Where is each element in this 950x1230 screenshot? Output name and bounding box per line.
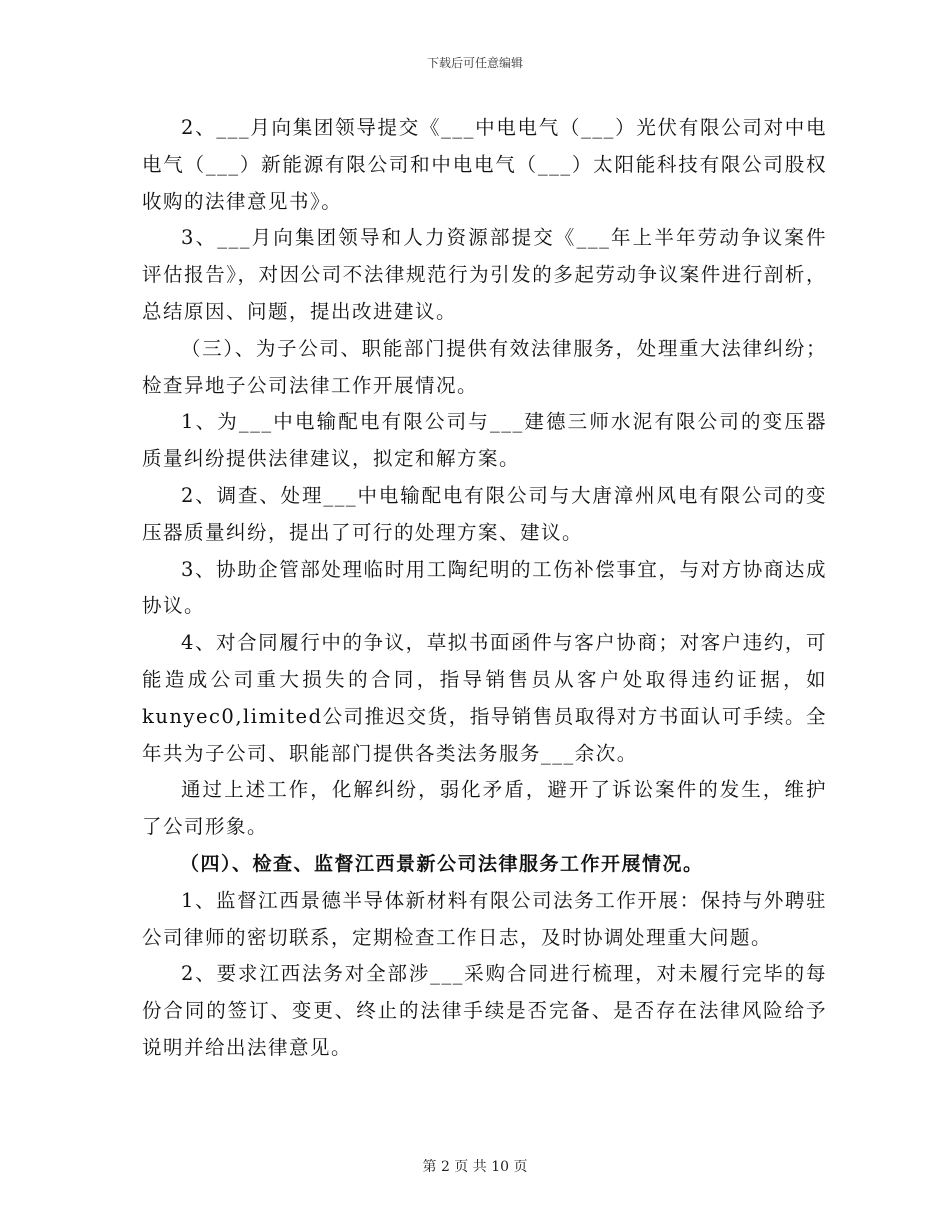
- document-body: [142, 110, 827, 1067]
- paragraph: 1、为___中电输配电有限公司与___建德三师水泥有限公司的变压器质量纠纷提供法律建议，拟定和解方案。: [142, 410, 827, 471]
- paragraph: 通过上述工作，化解纠纷，弱化矛盾，避开了诉讼案件的发生，维护了公司形象。: [142, 778, 827, 839]
- paragraph: 3、___月向集团领导和人力资源部提交《___年上半年劳动争议案件评估报告》，对因公司不法律规范行为引发的多起劳动争议案件进行剖析，总结原因、问题，提出改进建议。: [142, 226, 827, 323]
- paragraph: 2、要求江西法务对全部涉___采购合同进行梳理，对未履行完毕的每份合同的签订、变更、终止的法律手续是否完备、是否存在法律风险给予说明并给出法律意见。: [142, 962, 827, 1059]
- page-number: 第 2 页 共 10 页: [422, 1159, 528, 1175]
- page-header: 下载后可任意编辑: [426, 56, 523, 70]
- paragraph: 4、对合同履行中的争议，草拟书面函件与客户协商；对客户违约，可能造成公司重大损失的合同，指导销售员从客户处取得违约证据，如kunyec0,limited公司推迟交货，指导销售员取得对方书面认可手续。全年共为子公司、职能部门提供各类法务服务___余次。: [142, 631, 827, 765]
- paragraph: （三）、为子公司、职能部门提供有效法律服务，处理重大法律纠纷；检查异地子公司法律工作开展情况。: [142, 336, 827, 397]
- paragraph: 1、监督江西景德半导体新材料有限公司法务工作开展：保持与外聘驻公司律师的密切联系，定期检查工作日志，及时协调处理重大问题。: [142, 888, 827, 949]
- paragraph: 2、调查、处理___中电输配电有限公司与大唐漳州风电有限公司的变压器质量纠纷，提出了可行的处理方案、建议。: [142, 483, 827, 544]
- paragraph: 3、协助企管部处理临时用工陶纪明的工伤补偿事宜，与对方协商达成协议。: [142, 557, 827, 618]
- section-heading: （四）、检查、监督江西景新公司法律服务工作开展情况。: [180, 852, 704, 875]
- paragraph: 2、___月向集团领导提交《___中电电气（___）光伏有限公司对中电电气（___）新能源有限公司和中电电气（___）太阳能科技有限公司股权收购的法律意见书》。: [142, 116, 827, 213]
